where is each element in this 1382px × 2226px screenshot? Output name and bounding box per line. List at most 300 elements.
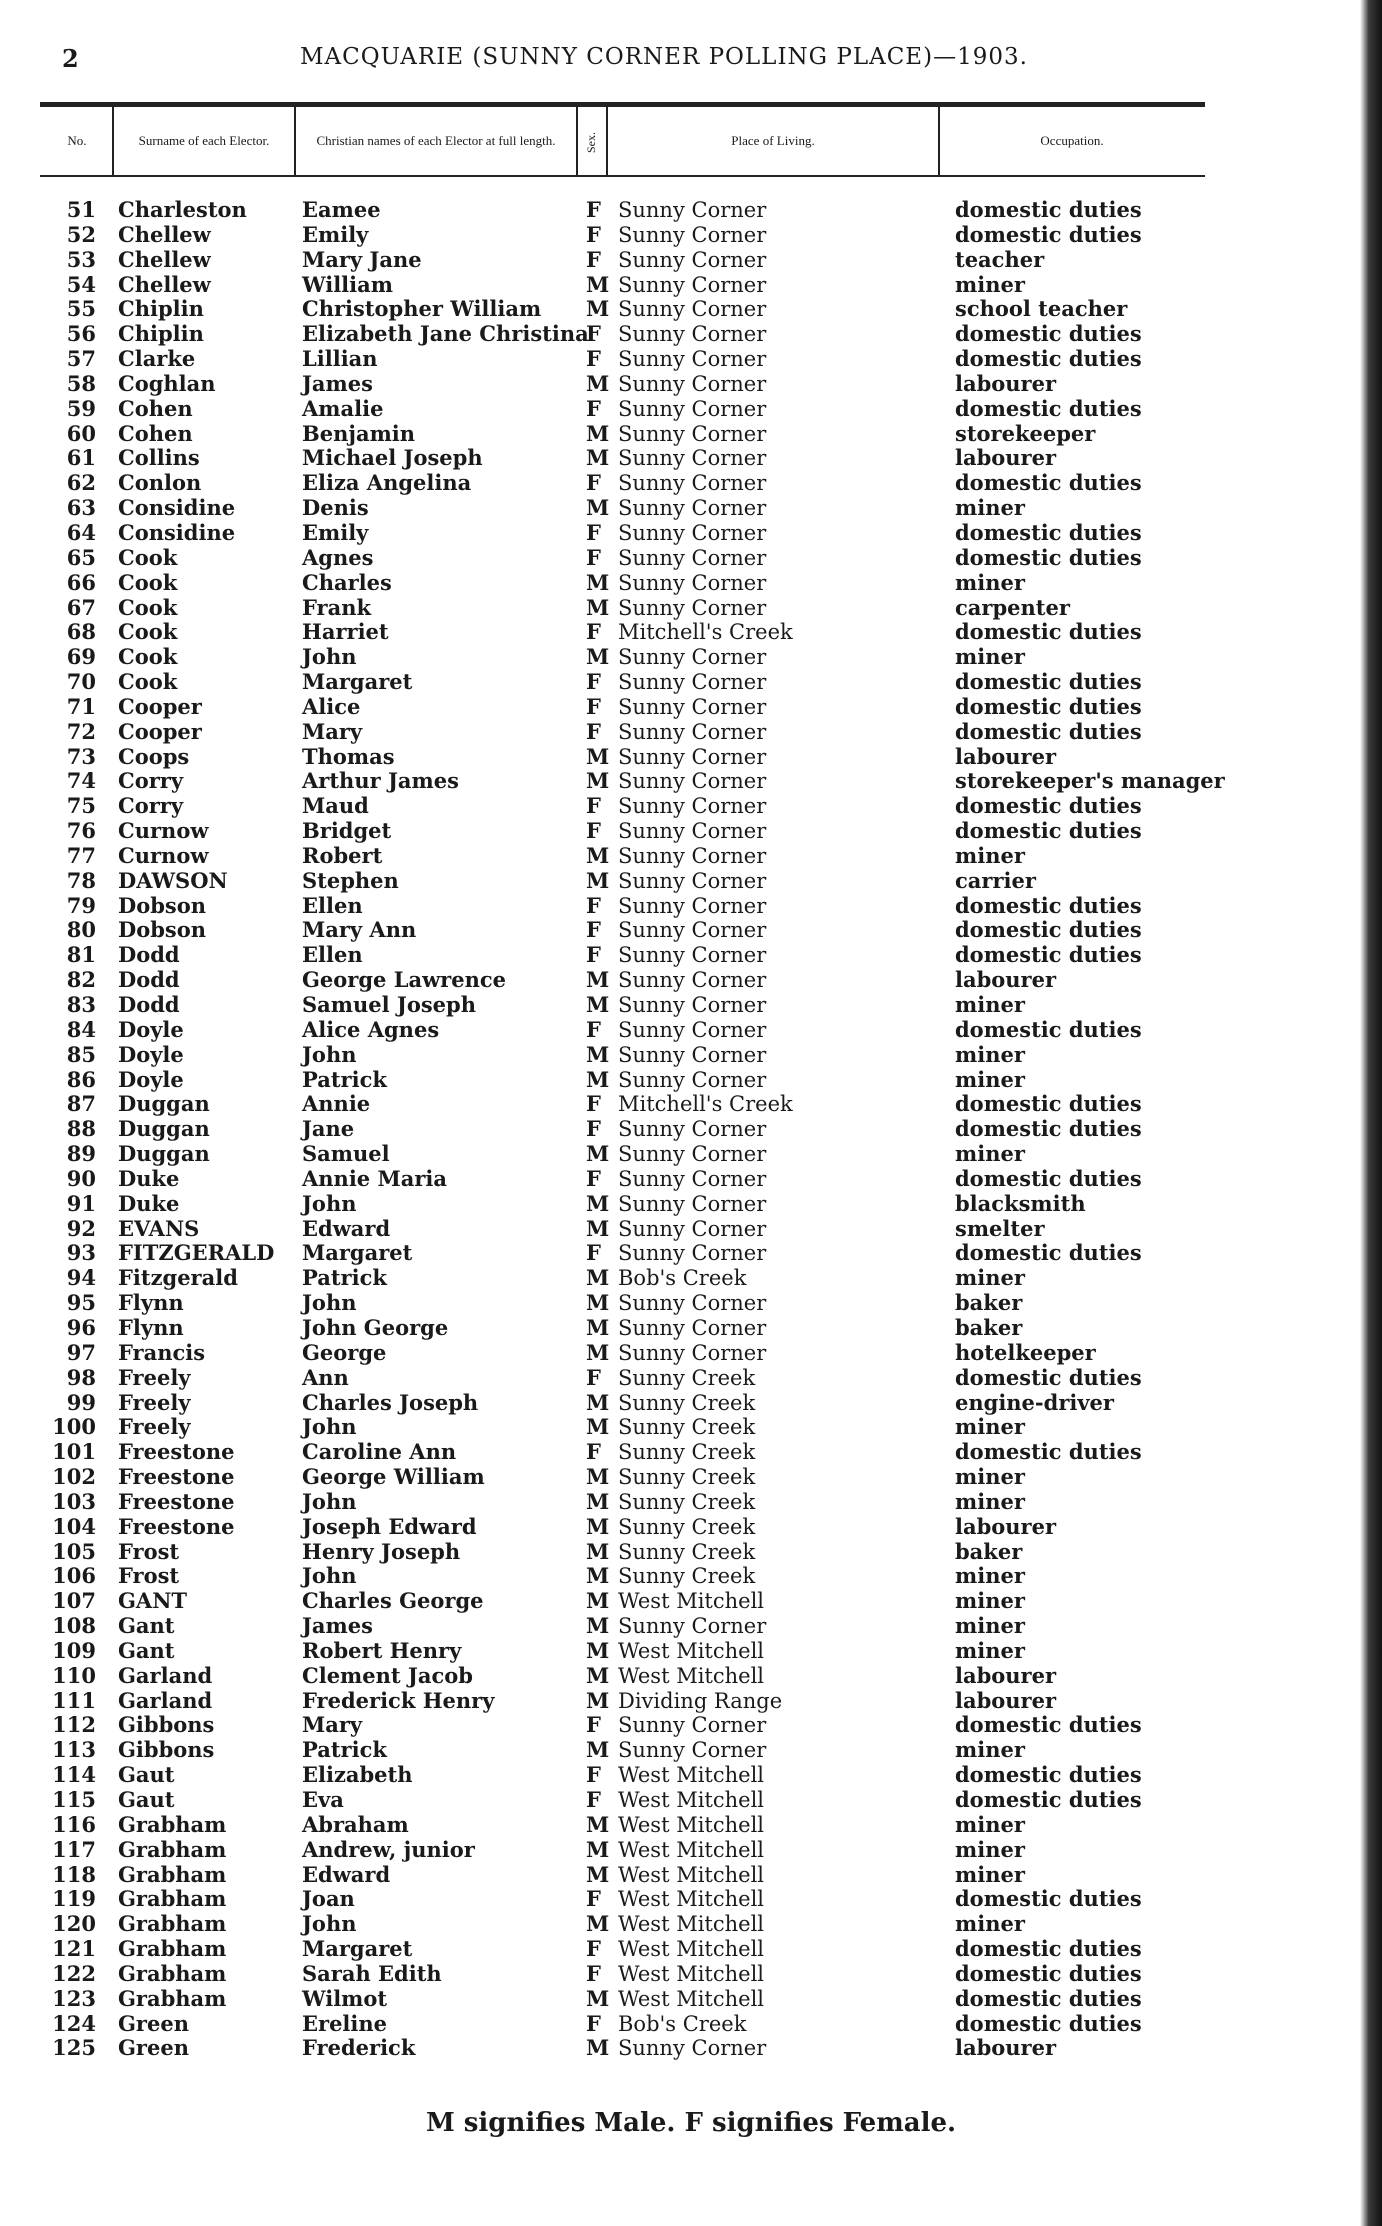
elector-number: 104 — [52, 1513, 96, 1539]
elector-number: 71 — [66, 693, 96, 719]
elector-sex: F — [586, 1091, 601, 1117]
elector-christian-names: Patrick — [302, 1066, 387, 1092]
elector-sex: M — [586, 1041, 610, 1067]
elector-christian-names: Patrick — [302, 1265, 387, 1291]
elector-christian-names: Patrick — [302, 1737, 387, 1763]
elector-sex: F — [586, 818, 601, 844]
elector-row — [0, 1366, 1250, 1391]
elector-sex: M — [586, 1613, 610, 1639]
elector-place-of-living: Mitchell's Creek — [618, 620, 793, 645]
elector-surname: Doyle — [118, 1016, 184, 1042]
elector-occupation: miner — [955, 1637, 1025, 1663]
header-occupation: Occupation. — [1040, 133, 1104, 148]
elector-occupation: miner — [955, 842, 1025, 868]
elector-surname: Considine — [118, 495, 236, 521]
elector-place-of-living: Sunny Corner — [618, 2036, 767, 2061]
elector-row — [0, 1068, 1250, 1093]
elector-sex: M — [586, 1190, 610, 1216]
elector-occupation: labourer — [955, 1687, 1057, 1713]
elector-occupation: domestic duties — [955, 321, 1142, 347]
elector-row — [0, 372, 1250, 397]
elector-occupation: domestic duties — [955, 1936, 1142, 1962]
elector-occupation: domestic duties — [955, 1439, 1142, 1465]
elector-surname: Cook — [118, 594, 178, 620]
elector-place-of-living: West Mitchell — [618, 1589, 764, 1614]
elector-surname: Dobson — [118, 892, 206, 918]
elector-surname: Dodd — [118, 992, 180, 1017]
elector-surname: Cohen — [118, 420, 193, 446]
elector-place-of-living: Sunny Corner — [618, 993, 767, 1017]
elector-sex: M — [586, 370, 610, 396]
elector-place-of-living: Sunny Corner — [618, 297, 767, 322]
elector-row — [0, 1912, 1250, 1937]
elector-number: 96 — [66, 1314, 96, 1340]
elector-occupation: domestic duties — [955, 395, 1142, 421]
elector-occupation: miner — [955, 1737, 1025, 1763]
elector-sex: M — [586, 1513, 610, 1539]
column-divider — [294, 107, 296, 175]
elector-sex: M — [586, 1687, 610, 1713]
elector-christian-names: Mary Ann — [302, 917, 417, 943]
elector-christian-names: Caroline Ann — [302, 1439, 457, 1465]
elector-surname: Dodd — [118, 942, 180, 968]
elector-row — [0, 422, 1250, 447]
elector-row — [0, 546, 1250, 571]
elector-sex: F — [586, 395, 601, 421]
elector-sex: F — [586, 942, 601, 968]
elector-sex: F — [586, 519, 601, 545]
elector-number: 76 — [66, 818, 96, 844]
elector-place-of-living: West Mitchell — [618, 1937, 764, 1962]
elector-christian-names: John — [302, 1290, 357, 1316]
elector-christian-names: Alice Agnes — [302, 1016, 440, 1042]
elector-place-of-living: Sunny Corner — [618, 868, 767, 893]
elector-row — [0, 620, 1250, 645]
elector-sex: M — [586, 1066, 610, 1092]
elector-row — [0, 968, 1250, 993]
elector-occupation: miner — [955, 569, 1025, 595]
elector-number: 88 — [66, 1116, 96, 1142]
elector-surname: Green — [118, 2035, 189, 2061]
elector-row — [0, 844, 1250, 869]
elector-surname: Doyle — [118, 1066, 184, 1092]
column-divider — [938, 107, 940, 175]
elector-occupation: miner — [955, 1911, 1025, 1937]
elector-christian-names: William — [302, 271, 393, 297]
header-bottom-rule — [40, 175, 1205, 177]
elector-sex: M — [586, 1811, 610, 1837]
elector-row — [0, 794, 1250, 819]
elector-sex: M — [586, 842, 610, 868]
elector-occupation: storekeeper's manager — [955, 768, 1225, 794]
elector-surname: Freestone — [118, 1488, 235, 1514]
elector-number: 72 — [66, 718, 96, 744]
elector-surname: Grabham — [118, 1811, 227, 1837]
elector-surname: Dobson — [118, 917, 206, 943]
elector-surname: Collins — [118, 445, 200, 471]
elector-occupation: domestic duties — [955, 1240, 1142, 1266]
elector-place-of-living: Sunny Corner — [618, 670, 767, 695]
elector-sex: F — [586, 1240, 601, 1266]
elector-christian-names: John — [302, 1911, 357, 1937]
elector-christian-names: John — [302, 1414, 357, 1440]
elector-row — [0, 1540, 1250, 1565]
elector-sex: M — [586, 1985, 610, 2011]
elector-row — [0, 273, 1250, 298]
elector-row — [0, 1987, 1250, 2012]
elector-row — [0, 1092, 1250, 1117]
elector-surname: Chellew — [118, 221, 211, 247]
elector-row — [0, 1639, 1250, 1664]
elector-christian-names: Charles George — [302, 1588, 484, 1614]
elector-occupation: miner — [955, 1588, 1025, 1614]
elector-place-of-living: Sunny Corner — [618, 1166, 767, 1191]
elector-christian-names: Joan — [302, 1886, 355, 1912]
elector-surname: Duke — [118, 1190, 180, 1216]
elector-sex: F — [586, 1364, 601, 1390]
elector-row — [0, 496, 1250, 521]
elector-number: 55 — [66, 296, 96, 322]
elector-place-of-living: Sunny Corner — [618, 918, 767, 943]
elector-number: 119 — [52, 1886, 96, 1912]
elector-occupation: storekeeper — [955, 420, 1096, 446]
elector-row — [0, 1713, 1250, 1738]
elector-christian-names: James — [302, 1613, 373, 1639]
elector-place-of-living: Sunny Creek — [618, 1390, 756, 1415]
elector-sex: F — [586, 2010, 601, 2036]
elector-row — [0, 1490, 1250, 1515]
elector-surname: Frost — [118, 1563, 180, 1589]
elector-surname: Charleston — [118, 197, 247, 222]
elector-sex: M — [586, 1215, 610, 1241]
elector-place-of-living: Sunny Corner — [618, 471, 767, 496]
elector-christian-names: John — [302, 644, 357, 670]
elector-number: 109 — [52, 1637, 96, 1663]
elector-place-of-living: Sunny Corner — [618, 968, 767, 993]
elector-occupation: domestic duties — [955, 669, 1142, 695]
elector-row — [0, 521, 1250, 546]
elector-place-of-living: Sunny Corner — [618, 694, 767, 719]
elector-occupation: miner — [955, 1141, 1025, 1167]
elector-occupation: domestic duties — [955, 1762, 1142, 1788]
column-divider — [606, 107, 608, 175]
elector-occupation: domestic duties — [955, 1116, 1142, 1142]
elector-number: 100 — [52, 1414, 96, 1440]
sex-legend-footnote: M signifies Male. F signifies Female. — [425, 2108, 957, 2138]
elector-christian-names: Charles — [302, 569, 392, 595]
elector-surname: Gibbons — [118, 1737, 215, 1763]
elector-sex: M — [586, 2035, 610, 2061]
elector-sex: M — [586, 867, 610, 893]
elector-row — [0, 1614, 1250, 1639]
elector-sex: F — [586, 1439, 601, 1465]
elector-surname: Curnow — [118, 818, 209, 844]
elector-occupation: labourer — [955, 967, 1057, 993]
elector-place-of-living: Sunny Corner — [618, 396, 767, 421]
elector-sex: M — [586, 1290, 610, 1316]
elector-place-of-living: Sunny Corner — [618, 247, 767, 272]
elector-number: 124 — [52, 2010, 96, 2036]
elector-number: 67 — [66, 594, 96, 620]
elector-place-of-living: Sunny Corner — [618, 744, 767, 769]
elector-occupation: miner — [955, 1861, 1025, 1887]
elector-christian-names: Samuel — [302, 1141, 390, 1167]
elector-surname: Frost — [118, 1538, 180, 1564]
elector-sex: M — [586, 420, 610, 446]
elector-occupation: miner — [955, 1041, 1025, 1067]
elector-sex: M — [586, 1464, 610, 1490]
elector-place-of-living: West Mitchell — [618, 1812, 764, 1837]
elector-sex: F — [586, 1762, 601, 1788]
elector-surname: Gant — [118, 1613, 175, 1639]
elector-number: 80 — [66, 917, 96, 943]
elector-sex: M — [586, 445, 610, 471]
elector-number: 108 — [52, 1613, 96, 1639]
elector-occupation: carrier — [955, 867, 1036, 893]
elector-surname: Freely — [118, 1389, 191, 1415]
elector-sex: M — [586, 1836, 610, 1862]
page-number: 2 — [62, 44, 79, 73]
elector-place-of-living: Sunny Corner — [618, 1216, 767, 1241]
elector-number: 83 — [66, 992, 96, 1017]
elector-occupation: domestic duties — [955, 942, 1142, 968]
elector-sex: M — [586, 594, 610, 620]
elector-sex: F — [586, 544, 601, 570]
elector-sex: M — [586, 768, 610, 794]
elector-occupation: domestic duties — [955, 1165, 1142, 1191]
elector-row — [0, 1788, 1250, 1813]
elector-number: 112 — [52, 1712, 96, 1738]
elector-row — [0, 645, 1250, 670]
elector-number: 78 — [66, 867, 96, 893]
elector-sex: F — [586, 1016, 601, 1042]
elector-number: 51 — [66, 197, 96, 222]
elector-christian-names: Stephen — [302, 867, 399, 893]
elector-place-of-living: Sunny Corner — [618, 893, 767, 918]
elector-place-of-living: Sunny Corner — [618, 1067, 767, 1092]
elector-christian-names: Thomas — [302, 743, 395, 769]
elector-christian-names: Lillian — [302, 346, 378, 372]
elector-place-of-living: Sunny Creek — [618, 1514, 756, 1539]
elector-sex: M — [586, 1488, 610, 1514]
elector-number: 105 — [52, 1538, 96, 1564]
elector-sex: M — [586, 1637, 610, 1663]
elector-occupation: domestic duties — [955, 693, 1142, 719]
elector-number: 110 — [52, 1662, 96, 1688]
elector-occupation: domestic duties — [955, 197, 1142, 222]
elector-surname: Grabham — [118, 1886, 227, 1912]
elector-surname: Garland — [118, 1662, 213, 1688]
elector-christian-names: John George — [302, 1314, 449, 1340]
elector-number: 101 — [52, 1439, 96, 1465]
elector-occupation: domestic duties — [955, 1364, 1142, 1390]
elector-place-of-living: Sunny Corner — [618, 1241, 767, 1266]
elector-row — [0, 720, 1250, 745]
elector-sex: M — [586, 296, 610, 322]
elector-surname: Doyle — [118, 1041, 184, 1067]
elector-surname: Freestone — [118, 1513, 235, 1539]
elector-christian-names: Charles Joseph — [302, 1389, 479, 1415]
elector-occupation: miner — [955, 271, 1025, 297]
elector-row — [0, 819, 1250, 844]
elector-christian-names: Bridget — [302, 818, 392, 844]
elector-surname: Gaut — [118, 1762, 175, 1788]
elector-number: 82 — [66, 967, 96, 993]
elector-place-of-living: Sunny Corner — [618, 1291, 767, 1316]
elector-row — [0, 1838, 1250, 1863]
elector-number: 85 — [66, 1041, 96, 1067]
elector-occupation: domestic duties — [955, 917, 1142, 943]
elector-number: 84 — [66, 1016, 96, 1042]
elector-place-of-living: Sunny Creek — [618, 1465, 756, 1490]
elector-place-of-living: Sunny Corner — [618, 943, 767, 968]
elector-christian-names: Christopher William — [302, 296, 542, 322]
elector-occupation: labourer — [955, 743, 1057, 769]
elector-surname: FITZGERALD — [118, 1240, 275, 1266]
elector-surname: Duggan — [118, 1091, 210, 1117]
elector-occupation: engine-driver — [955, 1389, 1114, 1415]
elector-surname: Cooper — [118, 718, 202, 744]
elector-occupation: baker — [955, 1538, 1023, 1564]
elector-sex: M — [586, 1662, 610, 1688]
elector-christian-names: Robert — [302, 842, 383, 868]
elector-christian-names: Mary Jane — [302, 246, 422, 272]
elector-row — [0, 894, 1250, 919]
elector-number: 59 — [66, 395, 96, 421]
elector-row — [0, 1415, 1250, 1440]
elector-sex: M — [586, 1389, 610, 1415]
elector-number: 95 — [66, 1290, 96, 1316]
elector-occupation: domestic duties — [955, 892, 1142, 918]
elector-surname: Grabham — [118, 1911, 227, 1937]
elector-sex: F — [586, 793, 601, 819]
elector-surname: Cook — [118, 619, 178, 645]
elector-row — [0, 2012, 1250, 2037]
header-surname: Surname of each Elector. — [138, 133, 270, 148]
elector-number: 125 — [52, 2035, 96, 2061]
elector-row — [0, 1962, 1250, 1987]
elector-christian-names: Arthur James — [302, 768, 459, 794]
elector-surname: Clarke — [118, 346, 196, 372]
elector-surname: Considine — [118, 519, 236, 545]
elector-sex: F — [586, 221, 601, 247]
elector-place-of-living: West Mitchell — [618, 1862, 764, 1887]
elector-christian-names: Andrew, junior — [302, 1836, 475, 1862]
elector-row — [0, 397, 1250, 422]
elector-occupation: domestic duties — [955, 793, 1142, 819]
elector-christian-names: Frederick — [302, 2035, 416, 2061]
elector-surname: Grabham — [118, 1936, 227, 1962]
elector-christian-names: Ereline — [302, 2010, 388, 2036]
elector-christian-names: Ellen — [302, 892, 363, 918]
elector-number: 60 — [66, 420, 96, 446]
elector-christian-names: Emily — [302, 221, 369, 247]
elector-row — [0, 1738, 1250, 1763]
elector-surname: Freely — [118, 1414, 191, 1440]
elector-number: 81 — [66, 942, 96, 968]
elector-place-of-living: West Mitchell — [618, 1912, 764, 1937]
elector-row — [0, 1937, 1250, 1962]
elector-place-of-living: Sunny Corner — [618, 1017, 767, 1042]
elector-christian-names: Edward — [302, 1861, 391, 1887]
elector-occupation: labourer — [955, 370, 1057, 396]
elector-row — [0, 1192, 1250, 1217]
elector-christian-names: Ellen — [302, 942, 363, 968]
elector-christian-names: James — [302, 370, 373, 396]
elector-number: 65 — [66, 544, 96, 570]
elector-christian-names: Frank — [302, 594, 372, 620]
elector-surname: Flynn — [118, 1290, 184, 1316]
elector-number: 121 — [52, 1936, 96, 1962]
elector-place-of-living: Sunny Creek — [618, 1489, 756, 1514]
elector-row — [0, 571, 1250, 596]
elector-occupation: domestic duties — [955, 1787, 1142, 1812]
elector-number: 97 — [66, 1339, 96, 1365]
elector-christian-names: Henry Joseph — [302, 1538, 461, 1564]
elector-surname: Grabham — [118, 1861, 227, 1887]
elector-place-of-living: Sunny Corner — [618, 570, 767, 595]
elector-place-of-living: Sunny Corner — [618, 1315, 767, 1340]
elector-place-of-living: Sunny Corner — [618, 769, 767, 794]
elector-surname: Duggan — [118, 1141, 210, 1167]
elector-place-of-living: Sunny Corner — [618, 719, 767, 744]
elector-number: 118 — [52, 1861, 96, 1887]
elector-christian-names: Elizabeth Jane Christina — [302, 321, 589, 347]
elector-place-of-living: Bob's Creek — [618, 2011, 747, 2036]
elector-number: 54 — [66, 271, 96, 297]
elector-christian-names: Annie Maria — [302, 1165, 447, 1191]
elector-occupation: miner — [955, 1613, 1025, 1639]
elector-place-of-living: West Mitchell — [618, 1663, 764, 1688]
elector-sex: F — [586, 917, 601, 943]
elector-row — [0, 670, 1250, 695]
elector-christian-names: Frederick Henry — [302, 1687, 495, 1713]
elector-christian-names: Clement Jacob — [302, 1662, 473, 1688]
elector-sex: M — [586, 1911, 610, 1937]
elector-occupation: miner — [955, 1464, 1025, 1490]
elector-row — [0, 1117, 1250, 1142]
elector-christian-names: George — [302, 1339, 387, 1365]
elector-place-of-living: Sunny Corner — [618, 446, 767, 471]
elector-occupation: carpenter — [955, 594, 1070, 620]
elector-place-of-living: Sunny Corner — [618, 272, 767, 297]
elector-christian-names: Samuel Joseph — [302, 992, 476, 1017]
elector-surname: Cook — [118, 669, 178, 695]
elector-row — [0, 1465, 1250, 1490]
elector-surname: Grabham — [118, 1836, 227, 1862]
elector-sex: F — [586, 470, 601, 496]
elector-place-of-living: Sunny Corner — [618, 198, 767, 222]
elector-place-of-living: Bob's Creek — [618, 1266, 747, 1291]
elector-christian-names: Mary — [302, 718, 363, 744]
elector-sex: F — [586, 619, 601, 645]
elector-place-of-living: Sunny Corner — [618, 1042, 767, 1067]
elector-number: 66 — [66, 569, 96, 595]
elector-surname: Curnow — [118, 842, 209, 868]
elector-occupation: smelter — [955, 1215, 1045, 1241]
elector-occupation: domestic duties — [955, 1712, 1142, 1738]
elector-surname: Chiplin — [118, 321, 204, 347]
elector-number: 115 — [52, 1787, 96, 1812]
elector-surname: Cook — [118, 644, 178, 670]
elector-christian-names: John — [302, 1190, 357, 1216]
elector-christian-names: Eliza Angelina — [302, 470, 472, 496]
elector-occupation: domestic duties — [955, 221, 1142, 247]
elector-place-of-living: Sunny Corner — [618, 794, 767, 819]
elector-occupation: domestic duties — [955, 2010, 1142, 2036]
elector-place-of-living: Sunny Corner — [618, 1117, 767, 1142]
elector-row — [0, 1763, 1250, 1788]
